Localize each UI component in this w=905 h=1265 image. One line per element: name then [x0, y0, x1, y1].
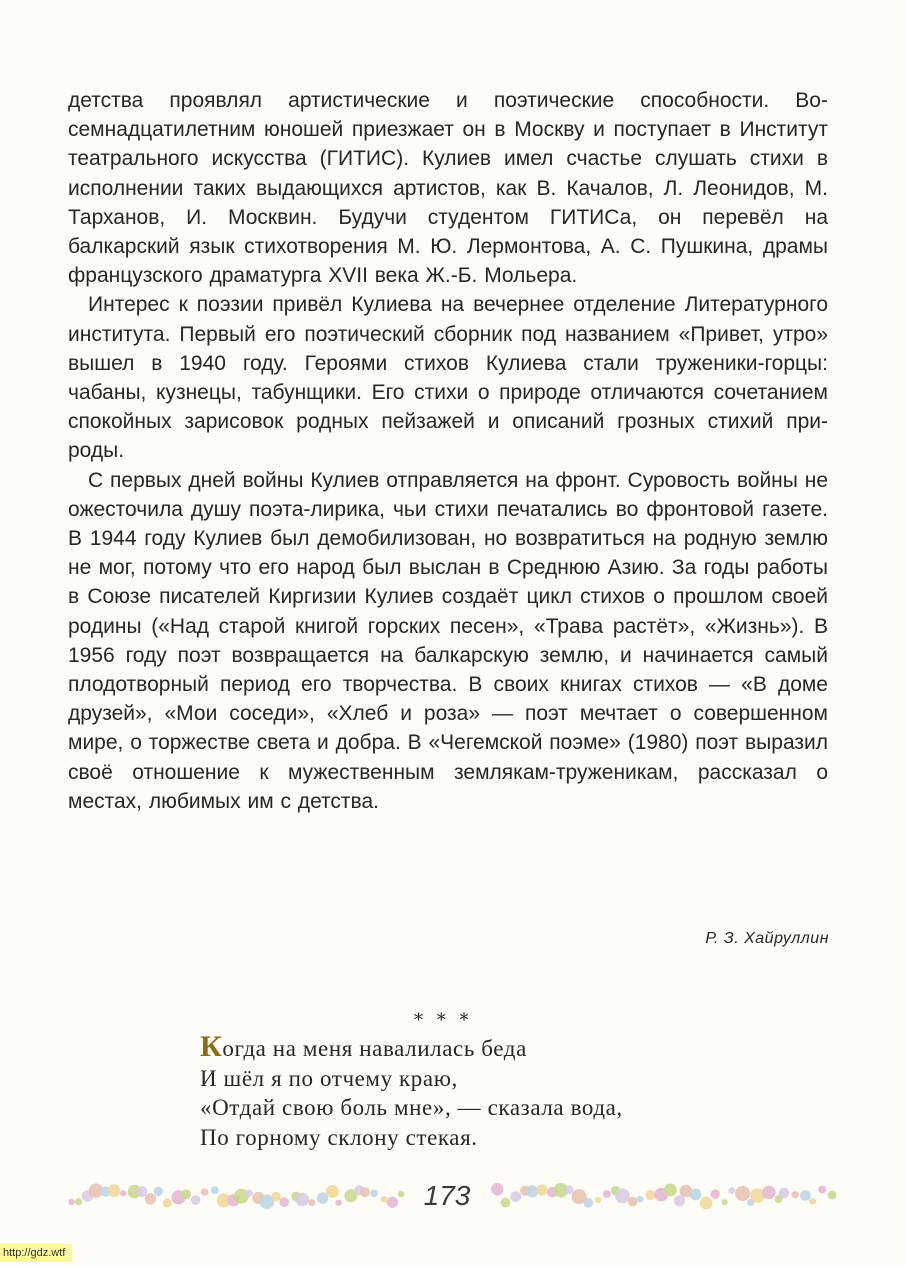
decor-dot: [181, 1189, 191, 1199]
decor-dot: [245, 1190, 252, 1197]
decor-dot: [75, 1198, 82, 1205]
decor-dot: [296, 1193, 310, 1207]
poem-line-3: «Отдай свою боль мне», — сказала вода,: [200, 1095, 623, 1120]
decor-dot: [510, 1191, 521, 1202]
decor-dot: [637, 1196, 644, 1203]
decor-dot: [583, 1198, 593, 1208]
decor-dot: [809, 1198, 816, 1205]
decor-dot: [722, 1199, 728, 1205]
decor-dot: [136, 1186, 147, 1197]
watermark-url: http://gdz.wtf: [0, 1244, 72, 1262]
decor-dot: [201, 1188, 209, 1196]
paragraph-3: С первых дней войны Кулиев отправляется на фронт. Суровость войны не ожесточила душу поэта-лирика, чьи стихи печатались во фронтовой газете. В 1944 году Кулиев был демобилизован, но возвратиться на родную землю не мог, потому что его народ был выслан в Среднюю Азию. За годы работы в Союзе писателей Киргизии Кулиев создаёт цикл стихов о прошлом своей родины («Над старой книгой горских песен», «Трава растёт», «Жизнь»). В 1956 году поэт возвращается на балкарскую землю, и начинается самый плодотворный период его творчества. В своих книгах стихов — «В доме друзей», «Мои соседи», «Хлеб и роза» — поэт мечтает о совершенном мире, о торжестве света и добра. В «Чегемской поэме» (1980) поэт выразил своё отношение к мужественным землякам-тружeникам, рассказал о местах, любимых им с детства.: [68, 468, 828, 813]
decor-dot: [628, 1197, 638, 1207]
decor-dot: [68, 1199, 75, 1206]
decor-dot: [108, 1184, 121, 1197]
poem-line-1: [200, 1032, 623, 1064]
article-text: [68, 86, 828, 816]
decor-dot: [700, 1197, 713, 1210]
decor-dot: [526, 1185, 538, 1197]
decor-dot: [279, 1197, 289, 1207]
decor-dot: [690, 1189, 702, 1201]
decor-dot: [537, 1184, 548, 1195]
decor-dot: [360, 1187, 370, 1197]
decorative-dots-right: [490, 1175, 840, 1217]
decor-dot: [381, 1196, 388, 1203]
decor-dot: [735, 1186, 750, 1201]
decor-dot: [491, 1183, 503, 1195]
decor-dot: [762, 1186, 776, 1200]
decor-dot: [615, 1189, 630, 1204]
decor-dot: [308, 1199, 315, 1206]
decor-dot: [603, 1190, 611, 1198]
decor-dot: [800, 1190, 811, 1201]
decor-dot: [163, 1198, 172, 1207]
decor-dot: [828, 1190, 837, 1199]
article-author: Р. З. Хайруллин: [705, 930, 829, 947]
decor-dot: [711, 1189, 720, 1198]
decor-dot: [818, 1186, 826, 1194]
decor-dot: [728, 1187, 735, 1194]
poem-separator: * * *: [414, 1010, 473, 1031]
decor-dot: [565, 1185, 574, 1194]
page-number: 173: [423, 1180, 471, 1211]
decor-dot: [779, 1188, 790, 1199]
poem-line-1-text: огда на меня навалилась беда: [222, 1036, 527, 1061]
paragraph-1: детства проявлял артистические и поэтические способности. Восемнадцатилетним юношей приезжает он в Москву и поступает в Институт театрального искусства (ГИТИС). Кулиев имел счастье слушать стихи в исполнении таких выдающихся артистов, как В. Качалов, Л. Леонидов, М. Тарханов, И. Москвин. Будучи студентом ГИТИСа, он перевёл на балкарский язык стихотворения М. Ю. Лермонтова, А. С. Пушкина, драмы французского драматурга XVII века Ж.-Б. Мольера.: [68, 89, 828, 288]
decor-dot: [120, 1190, 126, 1196]
decor-dot: [271, 1192, 281, 1202]
decorative-dots-left: [62, 1175, 412, 1217]
decor-dot: [154, 1187, 164, 1197]
decor-dot: [791, 1191, 798, 1198]
decor-dot: [191, 1195, 201, 1205]
decor-dot: [211, 1186, 219, 1194]
paragraph-2: Интерес к поэзии привёл Кулиева на вечернее отделение Литературного института. Первый его поэтический сборник под названием «Привет, утро» вышел в 1940 году. Героями стихов Кулиева стали труженики-горцы: чабаны, кузнецы, табунщики. Его стихи о природе отличаются сочетанием спокойных зарисовок родных пейзажей и описаний грозных стихий природы.: [68, 293, 828, 463]
decor-dot: [335, 1200, 341, 1206]
poem-dropcap: К: [200, 1030, 223, 1063]
decor-dot: [664, 1184, 677, 1197]
decor-dot: [674, 1195, 685, 1206]
decor-dot: [145, 1193, 156, 1204]
decor-dot: [370, 1190, 378, 1198]
decor-dot: [501, 1198, 511, 1208]
poem-line-4: По горному склону стекая.: [200, 1124, 478, 1150]
decor-dot: [646, 1190, 656, 1200]
decor-dot: [326, 1185, 339, 1198]
poem: [200, 1032, 623, 1152]
decor-dot: [387, 1197, 398, 1208]
decor-dot: [595, 1197, 601, 1203]
decor-dot: [398, 1191, 405, 1198]
poem-line-2: И шёл я по отчему краю,: [200, 1065, 458, 1091]
